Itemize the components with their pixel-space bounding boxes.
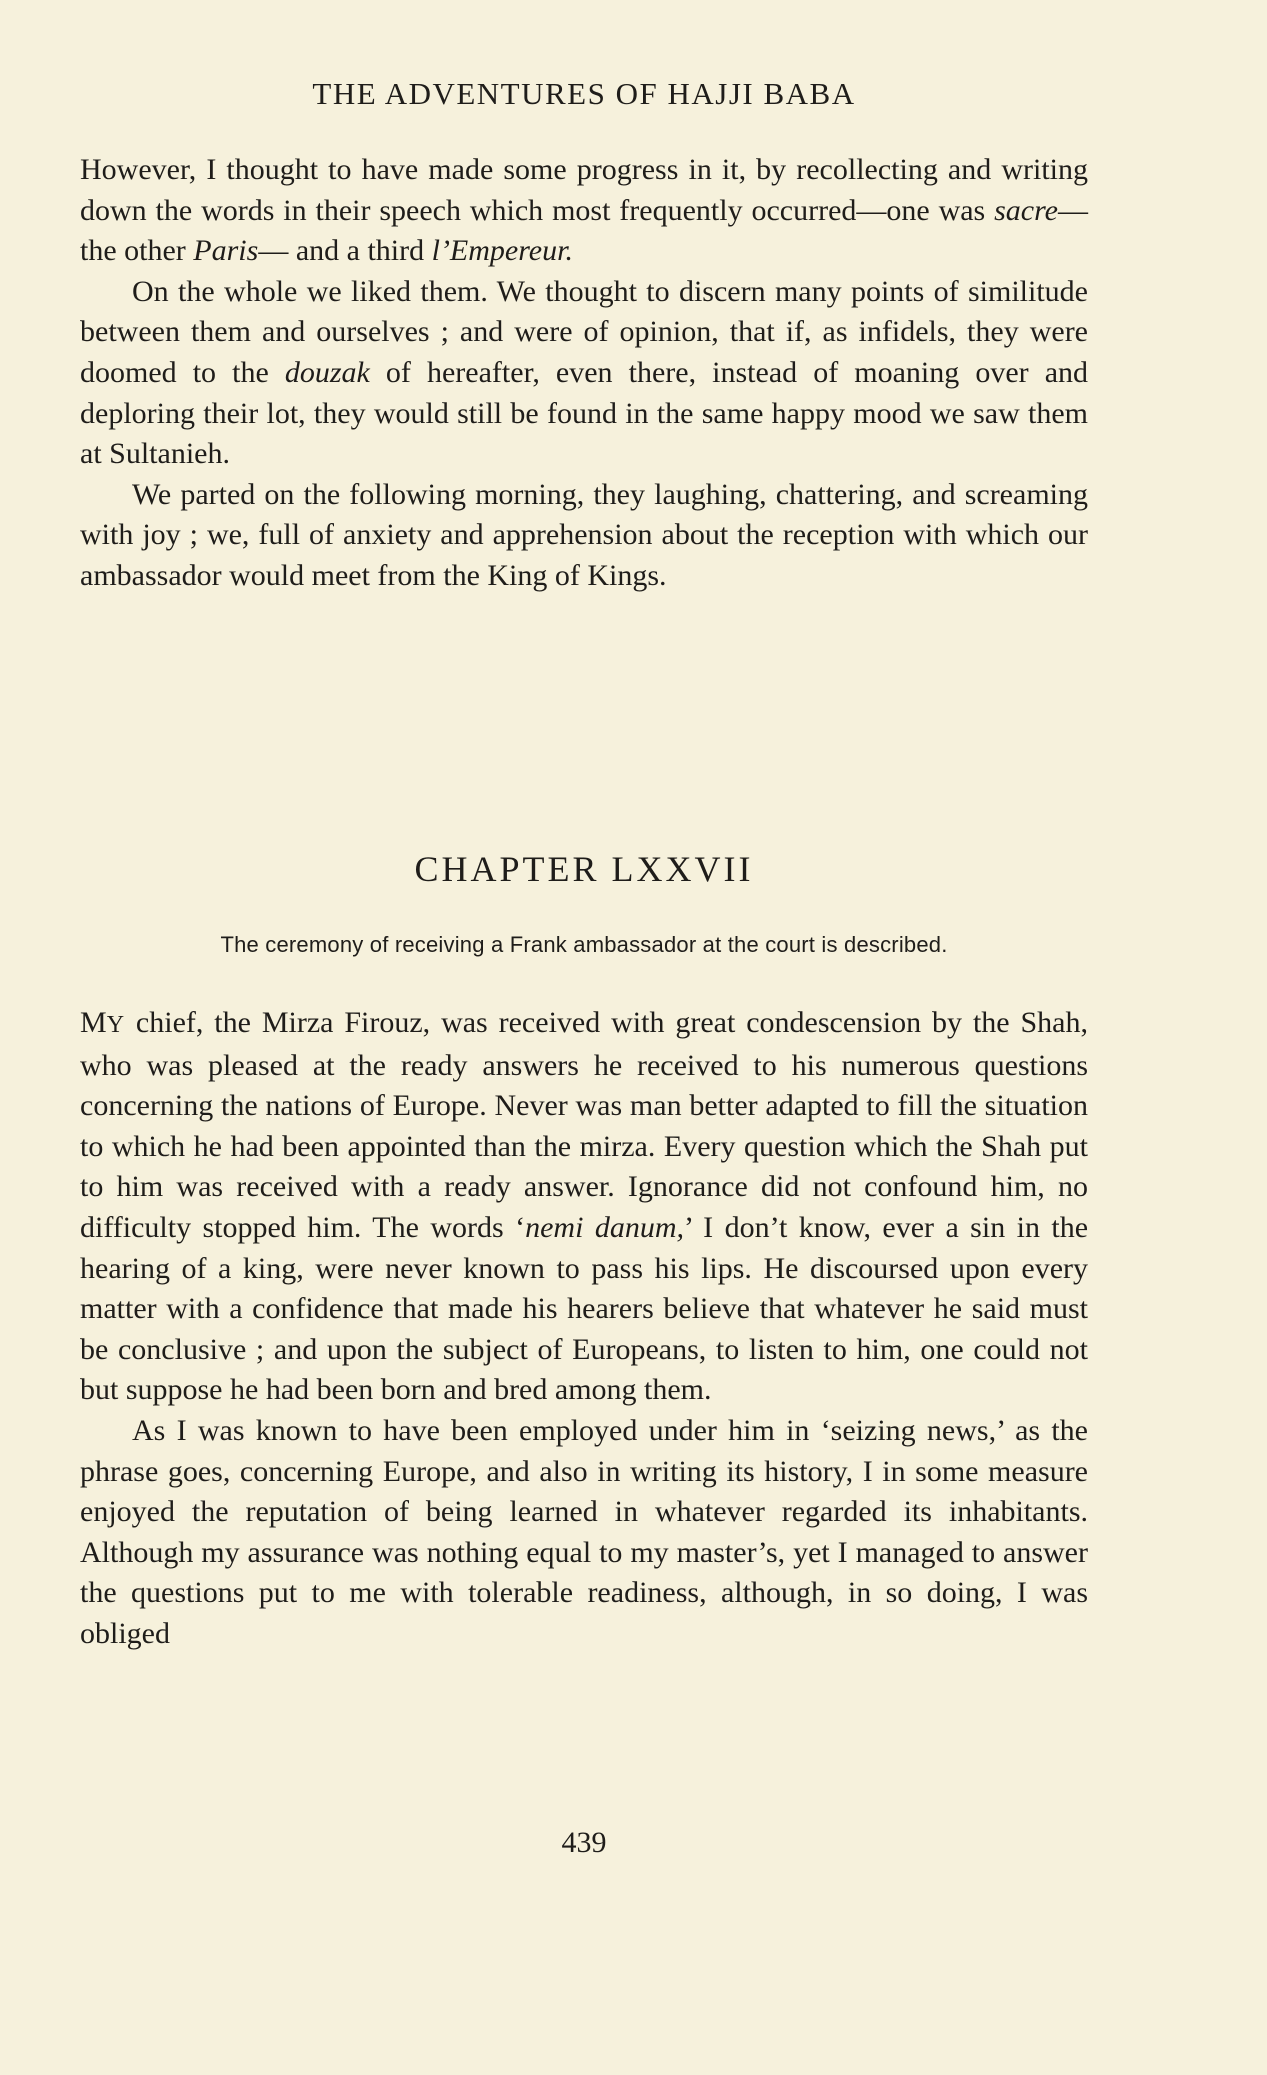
italic-word: Paris — [193, 234, 259, 268]
paragraph — [80, 150, 1088, 272]
page-number: 439 — [561, 1826, 607, 1859]
small-caps: Y — [106, 1012, 126, 1038]
italic-word: sacre — [994, 193, 1058, 227]
text-run: ’ I don’t know, ever a sin in the hearing of a king, were never known to pass his lips. He discoursed upon every matter with a confidence that made his hearers believe that whatever he said must be conclusive ; and upon the subject of Europeans, to listen to him, one could not but suppose he had been born and bred among them. — [80, 1210, 1089, 1407]
continued-text — [80, 150, 1088, 597]
running-head: THE ADVENTURES OF HAJJI BABA — [312, 76, 856, 111]
paragraph: We parted on the following morning, they laughing, chattering, and screaming with joy ; we, full of anxiety and apprehension about the reception with which our ambassador would meet from the King of Kings. — [80, 477, 1088, 592]
paragraph — [80, 272, 1088, 475]
chapter-text — [80, 1003, 1088, 1655]
text-run: of hereafter, even there, instead of moaning over and deploring their lot, they would still be found in the same happy mood we saw them at Sultanieh. — [80, 355, 1089, 471]
text-run: On the whole we liked them. We thought to discern many points of similitude between them and ourselves ; and were of opinion, that if, as infidels, they were doomed to the — [80, 274, 1088, 389]
text-run: However, I thought to have made some progress in it, by recollecting and writing down the words in their speech which most frequently occurred—one was — [80, 153, 1088, 227]
text-run: — and a third — [258, 234, 432, 268]
italic-phrase: nemi danum, — [525, 1210, 684, 1244]
paragraph — [80, 1003, 1088, 1411]
text-run: chief, the Mirza Firouz, was received with great condescension by the Shah, who was pleased at the ready answers he received to his numerous questions concerning the nations of Europe. Never was man better adapted to fill the situation to which he had been appointed than the mirza. Every question which the Shah put to him was received with a ready answer. Ignorance did not confound him, no difficulty stopped him. The words ‘ — [80, 1006, 1088, 1244]
initial-letter: M — [80, 1006, 107, 1039]
book-page — [80, 0, 1088, 2075]
chapter-summary: The ceremony of receiving a Frank ambassador at the court is described. — [220, 932, 948, 957]
italic-word: douzak — [284, 355, 370, 389]
chapter-heading: CHAPTER LXXVII — [414, 849, 754, 889]
italic-word: l’Empereur. — [431, 234, 573, 268]
text-run: —the other — [80, 193, 1088, 268]
paragraph: As I was known to have been employed under him in ‘seizing news,’ as the phrase goes, concerning Europe, and also in writing its history, I in some measure enjoyed the reputation of being learned in whatever regarded its inhabitants. Although my assurance was nothing equal to my master’s, yet I managed to answer the questions put to me with tolerable readiness, although, in so doing, I was obliged — [80, 1413, 1088, 1650]
